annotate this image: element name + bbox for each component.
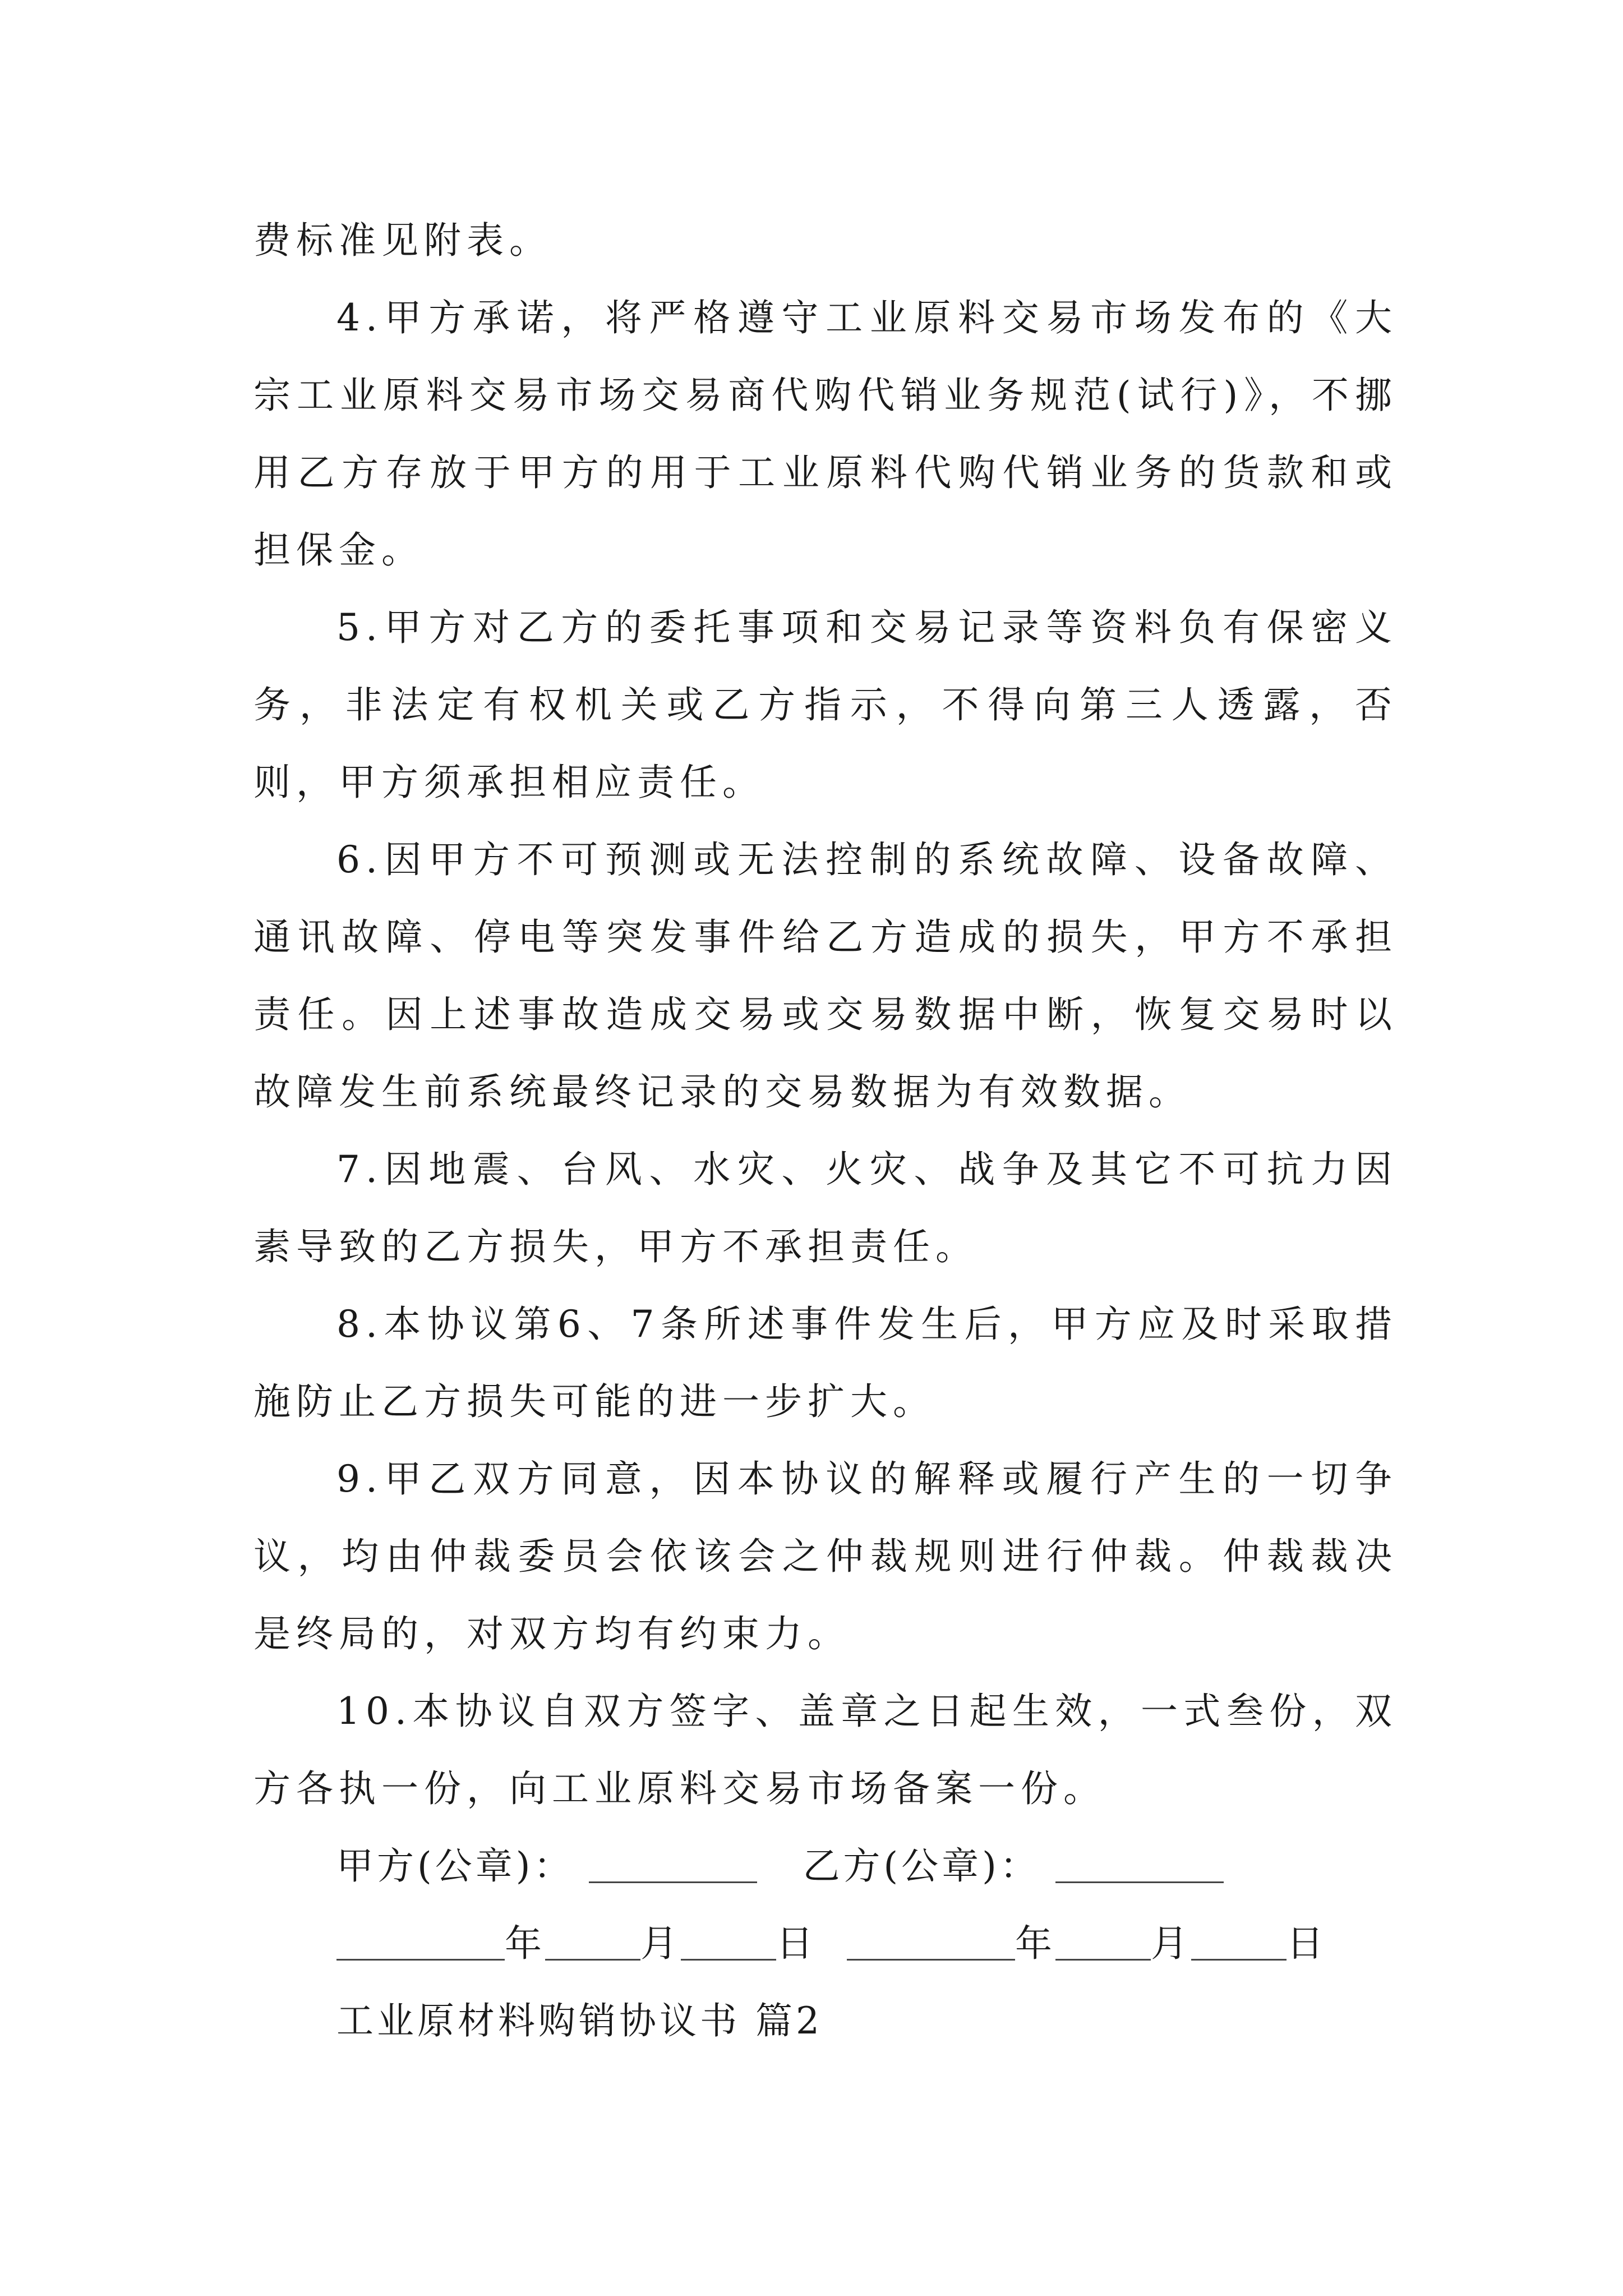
paragraph-fee-standard: 费标准见附表。 [253, 219, 552, 262]
paragraph-clause-5: 5.甲方对乙方的委托事项和交易记录等资料负有保密义务，非法定有权机关或乙方指示，不得向第三人透露，否则，甲方须承担相应责任。 [253, 606, 1398, 804]
next-section-heading: 工业原材料购销协议书 篇2 [336, 1999, 823, 2042]
paragraph-clause-4: 4.甲方承诺，将严格遵守工业原料交易市场发布的《大宗工业原料交易市场交易商代购代销业务规范(试行)》，不挪用乙方存放于甲方的用于工业原料代购代销业务的货款和或担保金。 [253, 296, 1398, 572]
document-page [253, 202, 1398, 2060]
paragraph-clause-10: 10.本协议自双方签字、盖章之日起生效，一式叁份，双方各执一份，向工业原料交易市场备案一份。 [253, 1690, 1398, 1810]
party-a-month-blank [545, 1925, 640, 1961]
party-b-day-blank [1191, 1925, 1287, 1961]
party-a-year-label: 年 [505, 1922, 545, 1965]
party-b-year-label: 年 [1015, 1922, 1055, 1965]
party-a-day-blank [681, 1925, 776, 1961]
paragraph-clause-9: 9.甲乙双方同意，因本协议的解释或履行产生的一切争议，均由仲裁委员会依该会之仲裁规则进行仲裁。仲裁裁决是终局的，对双方均有约束力。 [253, 1457, 1398, 1655]
party-a-day-label: 日 [776, 1922, 817, 1965]
date-line [253, 1905, 1398, 1982]
party-a-label: 甲方(公章)： [336, 1844, 574, 1888]
party-b-month-label: 月 [1150, 1922, 1191, 1965]
paragraph-clause-7: 7.因地震、台风、水灾、火灾、战争及其它不可抗力因素导致的乙方损失，甲方不承担责任。 [253, 1148, 1398, 1268]
party-a-year-blank [336, 1925, 505, 1961]
paragraph-clause-6: 6.因甲方不可预测或无法控制的系统故障、设备故障、通讯故障、停电等突发事件给乙方造成的损失，甲方不承担责任。因上述事故造成交易或交易数据中断，恢复交易时以故障发生前系统最终记录的交易数据为有效数据。 [253, 838, 1398, 1114]
party-a-month-label: 月 [640, 1922, 681, 1965]
party-b-blank [1055, 1848, 1224, 1883]
party-b-year-blank [847, 1925, 1015, 1961]
signature-line [253, 1828, 1398, 1905]
paragraph-clause-8: 8.本协议第6、7条所述事件发生后，甲方应及时采取措施防止乙方损失可能的进一步扩大。 [253, 1303, 1398, 1423]
party-b-label: 乙方(公章)： [803, 1844, 1040, 1888]
party-b-month-blank [1055, 1925, 1151, 1961]
party-a-blank [589, 1848, 757, 1883]
party-b-day-label: 日 [1286, 1922, 1327, 1965]
